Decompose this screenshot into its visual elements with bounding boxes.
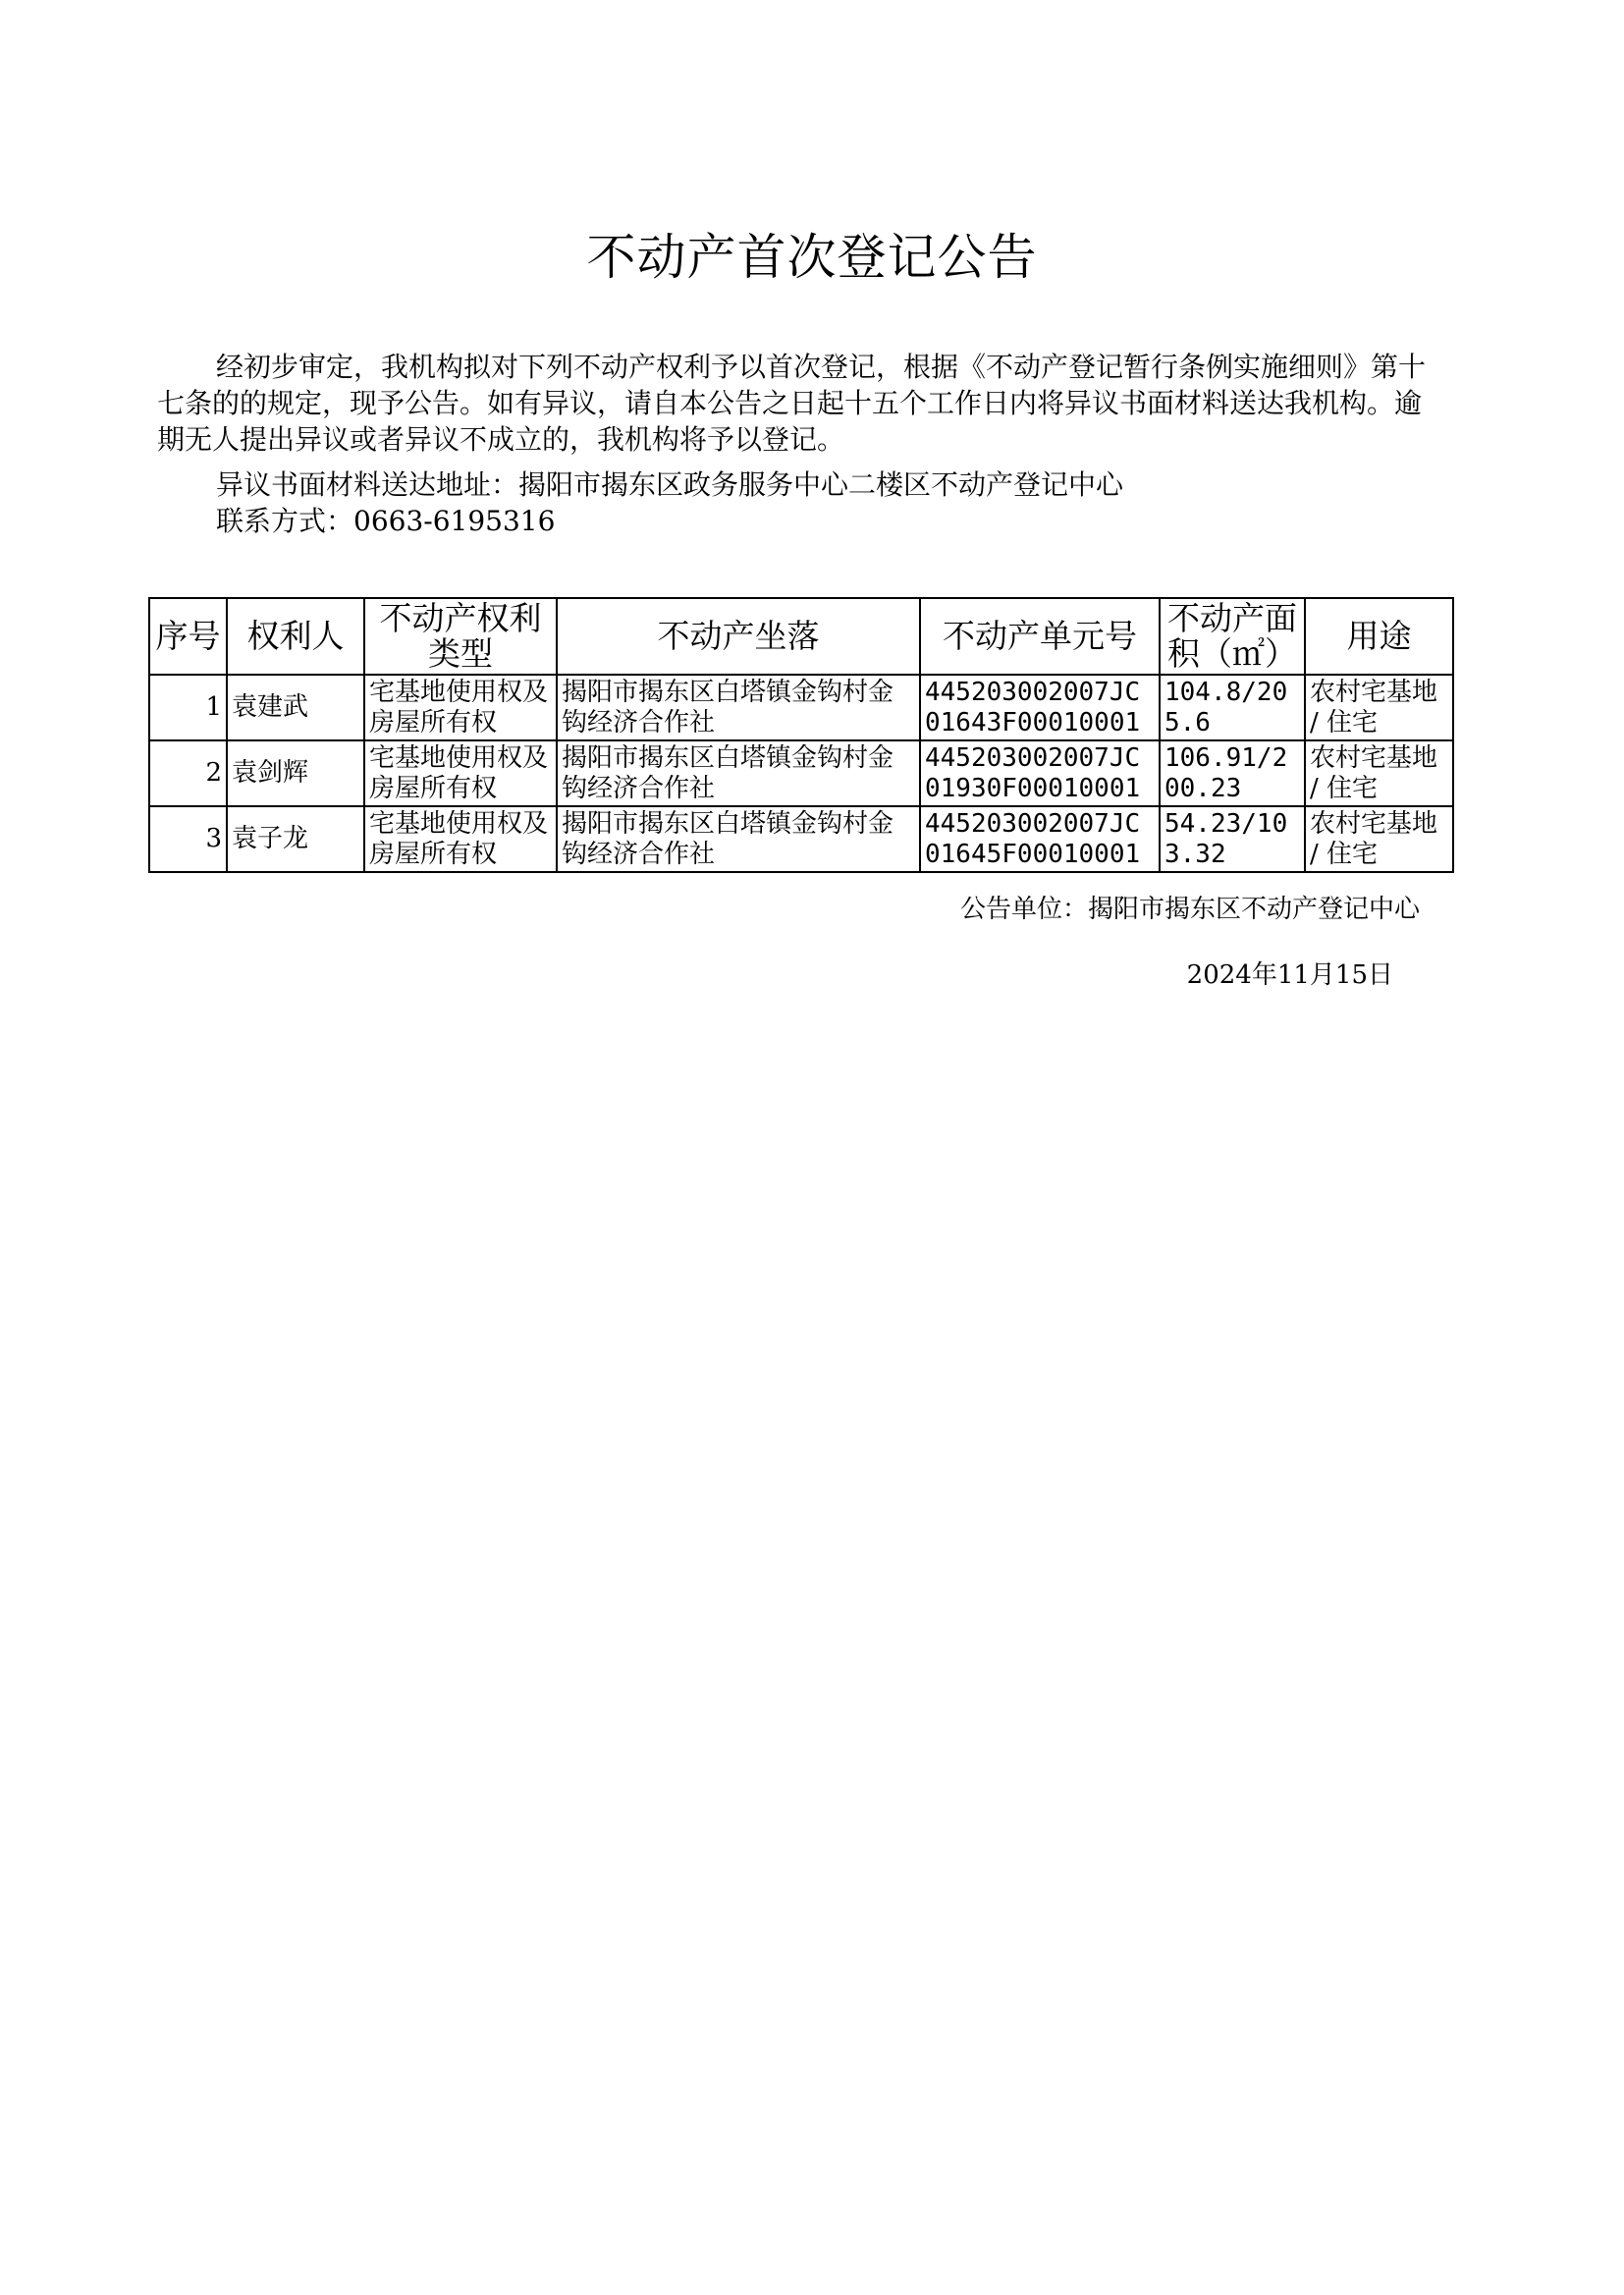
row-right-type: 宅基地使用权及房屋所有权 xyxy=(364,675,557,740)
row-use: 农村宅基地 / 住宅 xyxy=(1305,675,1453,740)
contact-info: 联系方式：0663-6195316 xyxy=(216,505,556,537)
header-owner: 权利人 xyxy=(227,598,364,675)
intro-paragraph: 经初步审定，我机构拟对下列不动产权利予以首次登记，根据《不动产登记暂行条例实施细则》第十七条的的规定，现予公告。如有异议，请自本公告之日起十五个工作日内将异议书面材料送达我机构。逾期无人提出异议或者异议不成立的，我机构将予以登记。 xyxy=(157,351,1427,456)
row-right-type: 宅基地使用权及房屋所有权 xyxy=(364,806,557,872)
table-row xyxy=(149,806,1453,872)
table-row xyxy=(149,675,1453,740)
header-right-type: 不动产权利类型 xyxy=(364,598,557,675)
row-area: 104.8/205.6 xyxy=(1160,675,1305,740)
page-title: 不动产首次登记公告 xyxy=(586,229,1038,286)
row-use: 农村宅基地 / 住宅 xyxy=(1305,806,1453,872)
row-use: 农村宅基地 / 住宅 xyxy=(1305,740,1453,806)
row-no: 3 xyxy=(149,806,227,872)
objection-address: 异议书面材料送达地址：揭阳市揭东区政务服务中心二楼区不动产登记中心 xyxy=(216,468,1124,501)
row-right-type: 宅基地使用权及房屋所有权 xyxy=(364,740,557,806)
announcement-date: 2024年11月15日 xyxy=(1186,960,1393,990)
table-header-row xyxy=(149,598,1453,675)
row-location: 揭阳市揭东区白塔镇金钩村金钩经济合作社 xyxy=(557,675,920,740)
row-no: 2 xyxy=(149,740,227,806)
row-area: 106.91/200.23 xyxy=(1160,740,1305,806)
header-location: 不动产坐落 xyxy=(557,598,920,675)
row-location: 揭阳市揭东区白塔镇金钩村金钩经济合作社 xyxy=(557,806,920,872)
row-owner: 袁子龙 xyxy=(227,806,364,872)
row-owner: 袁建武 xyxy=(227,675,364,740)
registration-table xyxy=(148,597,1454,873)
announcing-unit: 公告单位：揭阳市揭东区不动产登记中心 xyxy=(959,895,1420,924)
row-no: 1 xyxy=(149,675,227,740)
row-unit-no: 445203002007JC01643F00010001 xyxy=(920,675,1160,740)
header-unit-no: 不动产单元号 xyxy=(920,598,1160,675)
header-area: 不动产面积（㎡） xyxy=(1160,598,1305,675)
row-unit-no: 445203002007JC01645F00010001 xyxy=(920,806,1160,872)
table-row xyxy=(149,740,1453,806)
row-owner: 袁剑辉 xyxy=(227,740,364,806)
header-no: 序号 xyxy=(149,598,227,675)
header-use: 用途 xyxy=(1305,598,1453,675)
row-location: 揭阳市揭东区白塔镇金钩村金钩经济合作社 xyxy=(557,740,920,806)
row-unit-no: 445203002007JC01930F00010001 xyxy=(920,740,1160,806)
row-area: 54.23/103.32 xyxy=(1160,806,1305,872)
